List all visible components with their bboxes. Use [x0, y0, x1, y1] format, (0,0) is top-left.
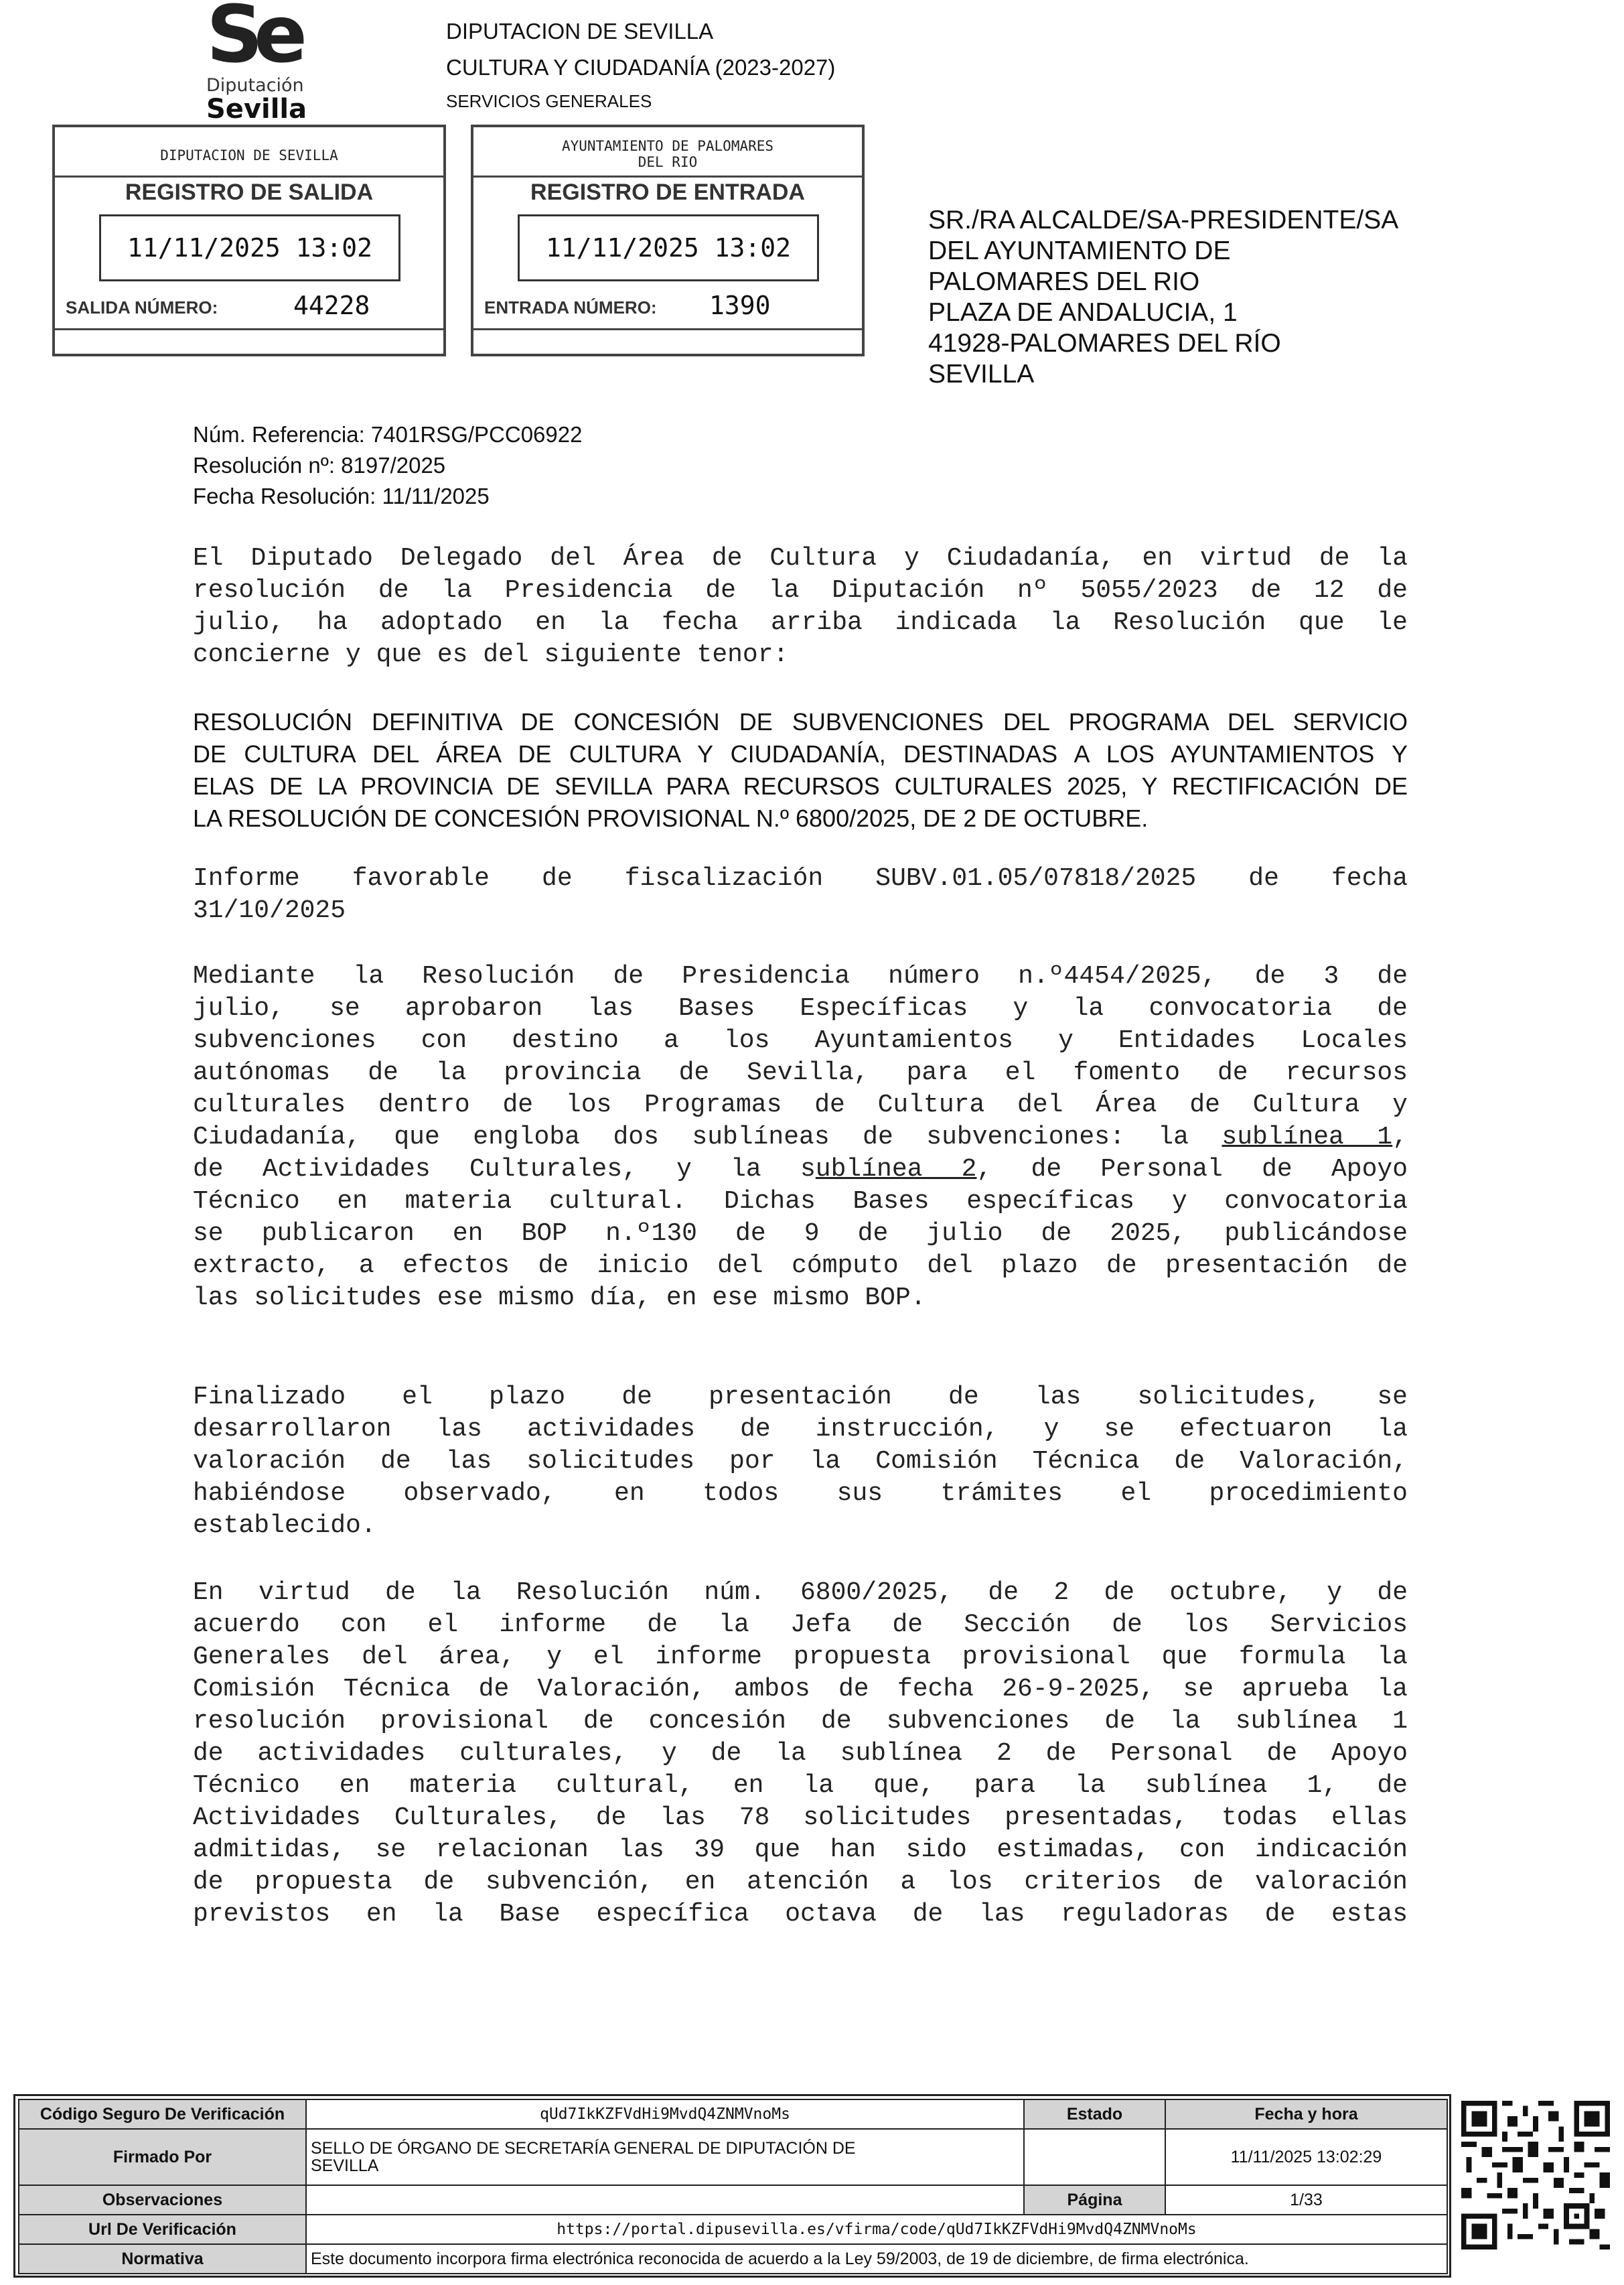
- text-line: se publicaron en BOP n.º130 de 9 de julio de 2025, publicándose: [193, 1219, 1408, 1248]
- text-line: El Diputado Delegado del Área de Cultura y Ciudadanía, en virtud de la: [193, 544, 1408, 573]
- addressee: [928, 205, 1398, 390]
- text-line: resolución de la Presidencia de la Diputación nº 5055/2023 de 12 de: [193, 576, 1408, 605]
- title-line: ELAS DE LA PROVINCIA DE SEVILLA PARA RECURSOS CULTURALES 2025, Y RECTIFICACIÓN DE: [193, 772, 1408, 800]
- reference-number: Núm. Referencia: 7401RSG/PCC06922: [193, 422, 583, 447]
- resolution-title: [193, 706, 1408, 835]
- sublinea-2-underlined: ublínea 2: [815, 1155, 977, 1184]
- logo-mark: Se: [206, 0, 299, 80]
- text-line: Finalizado el plazo de presentación de las solicitudes, se: [193, 1383, 1408, 1411]
- url-label: Url De Verificación: [19, 2215, 306, 2244]
- paragraph-bases: [193, 961, 1408, 1314]
- text-line: concierne y que es del siguiente tenor:: [193, 640, 789, 669]
- csv-label: Código Seguro De Verificación: [19, 2099, 306, 2129]
- page-label: Página: [1024, 2185, 1165, 2215]
- text-line: autónomas de la provincia de Sevilla, para el fomento de recursos: [193, 1058, 1408, 1087]
- header-area: CULTURA Y CIUDADANÍA (2023-2027): [446, 55, 836, 80]
- verification-table: [18, 2099, 1448, 2274]
- addressee-line: PALOMARES DEL RIO: [928, 267, 1200, 296]
- addressee-line: SEVILLA: [928, 360, 1035, 389]
- signed-datetime: 11/11/2025 13:02:29: [1165, 2129, 1447, 2185]
- stamp-number: 44228: [293, 291, 370, 320]
- text-line: de Actividades Culturales, y la sublínea 2, de Personal de Apoyo: [193, 1155, 1408, 1184]
- stamp-title: REGISTRO DE SALIDA: [125, 180, 374, 205]
- text-line: julio, se aprobaron las Bases Específicas y la convocatoria de: [193, 994, 1408, 1023]
- status-label: Estado: [1024, 2099, 1165, 2129]
- diputacion-logo: [201, 0, 321, 124]
- text-line: extracto, a efectos de inicio del cómputo del plazo de presentación de: [193, 1251, 1408, 1280]
- text-line: Comisión Técnica de Valoración, ambos de fecha 26-9-2025, se aprueba la: [193, 1675, 1408, 1704]
- text-line: valoración de las solicitudes por la Comisión Técnica de Valoración,: [193, 1447, 1408, 1476]
- paragraph-instruccion: [193, 1381, 1408, 1542]
- qr-code-icon: [1461, 2101, 1610, 2249]
- normativa-label: Normativa: [19, 2244, 306, 2274]
- text-line: Actividades Culturales, de las 78 solicitudes presentadas, todas ellas: [193, 1803, 1408, 1832]
- stamp-datetime: 11/11/2025 13:02: [518, 214, 819, 281]
- resolution-date: Fecha Resolución: 11/11/2025: [193, 484, 490, 508]
- resolution-number: Resolución nº: 8197/2025: [193, 453, 446, 478]
- title-line: LA RESOLUCIÓN DE CONCESIÓN PROVISIONAL N.º 6800/2025, DE 2 DE OCTUBRE.: [193, 805, 1149, 832]
- text-line: Mediante la Resolución de Presidencia número n.º4454/2025, de 3 de: [193, 962, 1408, 991]
- text-line: desarrollaron las actividades de instrucción, y se efectuaron la: [193, 1415, 1408, 1444]
- text-line: acuerdo con el informe de la Jefa de Sección de los Servicios: [193, 1610, 1408, 1639]
- text-line: establecido.: [193, 1511, 376, 1540]
- text-line: En virtud de la Resolución núm. 6800/2025, de 2 de octubre, y de: [193, 1578, 1408, 1607]
- text-line: de actividades culturales, y de la sublínea 2 de Personal de Apoyo: [193, 1739, 1408, 1768]
- observations-label: Observaciones: [19, 2185, 306, 2215]
- text-line: Técnico en materia cultural. Dichas Bases específicas y convocatoria: [193, 1187, 1408, 1216]
- text-line: admitidas, se relacionan las 39 que han sido estimadas, con indicación: [193, 1836, 1408, 1864]
- stamp-title: REGISTRO DE ENTRADA: [530, 180, 805, 205]
- text-line: Generales del área, y el informe propuesta provisional que formula la: [193, 1643, 1408, 1671]
- logo-text-diputacion: Diputación: [206, 75, 304, 96]
- text-line: julio, ha adoptado en la fecha arriba indicada la Resolución que le: [193, 608, 1408, 637]
- text-line: Técnico en materia cultural, en la que, para la sublínea 1, de: [193, 1771, 1408, 1800]
- document-references: [193, 419, 582, 512]
- text-line: habiéndose observado, en todos sus trámites el procedimiento: [193, 1479, 1408, 1508]
- verification-box: [13, 2094, 1451, 2278]
- text-line: Ciudadanía, que engloba dos sublíneas de subvenciones: la sublínea 1,: [193, 1123, 1408, 1152]
- status-value: [1024, 2129, 1165, 2185]
- observations-value: [306, 2185, 1024, 2215]
- text-line: resolución provisional de concesión de subvenciones de la sublínea 1: [193, 1707, 1408, 1736]
- csv-value: qUd7IkKZFVdHi9MvdQ4ZNMVnoMs: [306, 2099, 1024, 2129]
- registro-salida-stamp: [52, 125, 446, 356]
- text-line: las solicitudes ese mismo día, en ese mismo BOP.: [193, 1284, 926, 1312]
- title-line: DE CULTURA DEL ÁREA DE CULTURA Y CIUDADANÍA, DESTINADAS A LOS AYUNTAMIENTOS Y: [193, 740, 1408, 768]
- text-line: subvenciones con destino a los Ayuntamientos y Entidades Locales: [193, 1026, 1408, 1055]
- text-line: culturales dentro de los Programas de Cultura del Área de Cultura y: [193, 1091, 1408, 1119]
- stamp-number: 1390: [709, 291, 771, 320]
- verification-url[interactable]: https://portal.dipusevilla.es/vfirma/code/qUd7IkKZFVdHi9MvdQ4ZNMVnoMs: [306, 2215, 1447, 2244]
- intro-paragraph: [193, 543, 1408, 671]
- header-service: SERVICIOS GENERALES: [446, 91, 652, 111]
- header-org: DIPUTACION DE SEVILLA: [446, 19, 714, 44]
- stamp-number-label: SALIDA NÚMERO:: [66, 297, 218, 318]
- signed-by-value: SELLO DE ÓRGANO DE SECRETARÍA GENERAL DE DIPUTACIÓN DE SEVILLA: [306, 2129, 1024, 2185]
- title-line: RESOLUCIÓN DEFINITIVA DE CONCESIÓN DE SUBVENCIONES DEL PROGRAMA DEL SERVICIO: [193, 708, 1408, 736]
- stamp-issuer-line1: AYUNTAMIENTO DE PALOMARES: [561, 138, 774, 154]
- addressee-line: PLAZA DE ANDALUCIA, 1: [928, 298, 1238, 327]
- logo-text-sevilla: Sevilla: [206, 94, 307, 125]
- addressee-line: DEL AYUNTAMIENTO DE: [928, 236, 1231, 265]
- datetime-label: Fecha y hora: [1165, 2099, 1447, 2129]
- paragraph-resolucion-provisional: [193, 1577, 1408, 1931]
- signed-by-label: Firmado Por: [19, 2129, 306, 2185]
- stamp-issuer-line2: DEL RIO: [638, 154, 698, 170]
- text-line: Informe favorable de fiscalización SUBV.01.05/07818/2025 de fecha: [193, 864, 1408, 893]
- fiscalization-report: [193, 863, 1408, 927]
- stamp-number-label: ENTRADA NÚMERO:: [484, 297, 657, 318]
- registro-entrada-stamp: [471, 125, 865, 356]
- sublinea-1-underlined: sublínea 1: [1222, 1123, 1393, 1152]
- stamp-issuer: DIPUTACION DE SEVILLA: [160, 147, 338, 163]
- addressee-line: 41928-PALOMARES DEL RÍO: [928, 329, 1281, 358]
- text-line: previstos en la Base específica octava de las reguladoras de estas: [193, 1900, 1408, 1929]
- text-line: 31/10/2025: [193, 896, 346, 925]
- normativa-value: Este documento incorpora firma electrónica reconocida de acuerdo a la Ley 59/2003, de 19 de diciembre, de firma electrónica.: [306, 2244, 1447, 2274]
- text-line: de propuesta de subvención, en atención a los criterios de valoración: [193, 1868, 1408, 1896]
- page-value: 1/33: [1165, 2185, 1447, 2215]
- addressee-line: SR./RA ALCALDE/SA-PRESIDENTE/SA: [928, 206, 1399, 234]
- stamp-datetime: 11/11/2025 13:02: [99, 214, 400, 281]
